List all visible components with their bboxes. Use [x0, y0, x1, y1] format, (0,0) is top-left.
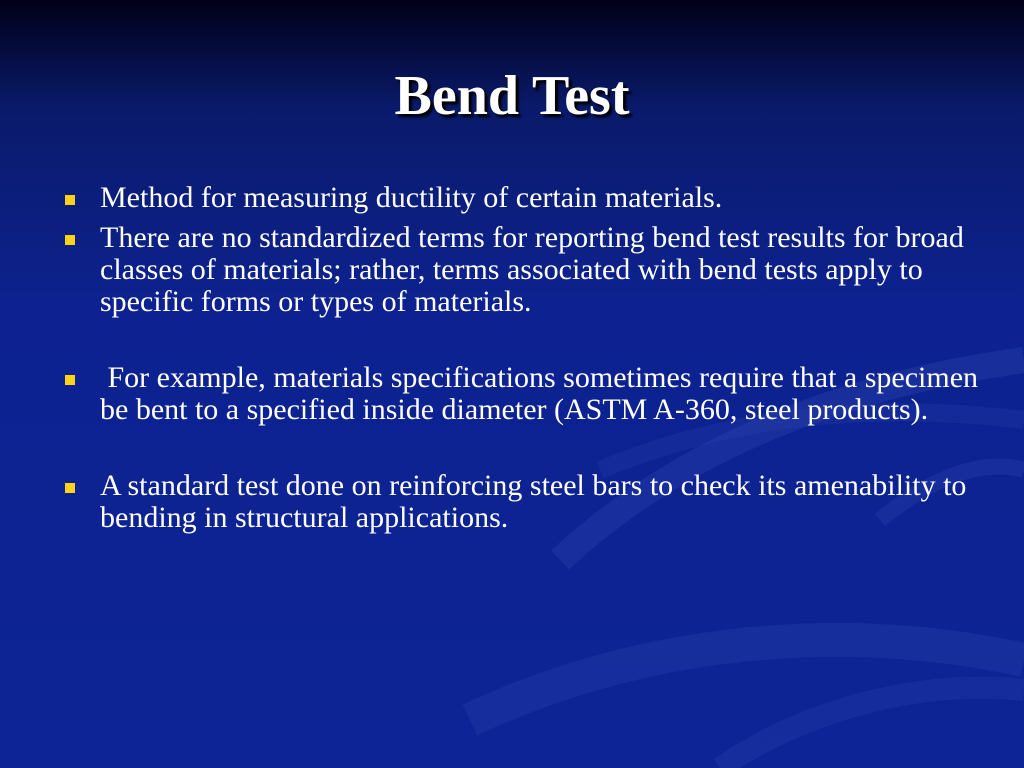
- bullet-list: [62, 181, 986, 542]
- bullet-text: Method for measuring ductility of certain materials.: [100, 181, 723, 214]
- bullet-item: [62, 182, 982, 214]
- bullet-text: A standard test done on reinforcing steel bars to check its amenability to bending in structural applications.: [100, 469, 967, 534]
- square-bullet-icon: [65, 235, 75, 245]
- bullet-item: [62, 361, 986, 426]
- bullet-item: [62, 222, 982, 318]
- bullet-text: There are no standardized terms for reporting bend test results for broad classes of materials; rather, terms associated with bend tests apply to specific forms or types of materials.: [100, 221, 964, 318]
- square-bullet-icon: [65, 483, 75, 493]
- square-bullet-icon: [65, 195, 75, 205]
- square-bullet-icon: [65, 375, 75, 385]
- bullet-text: For example, materials specifications sometimes require that a specimen be bent to a specified inside diameter (ASTM A-360, steel products).: [100, 361, 986, 426]
- slide-title: Bend Test: [394, 65, 630, 127]
- bullet-item: [62, 470, 982, 534]
